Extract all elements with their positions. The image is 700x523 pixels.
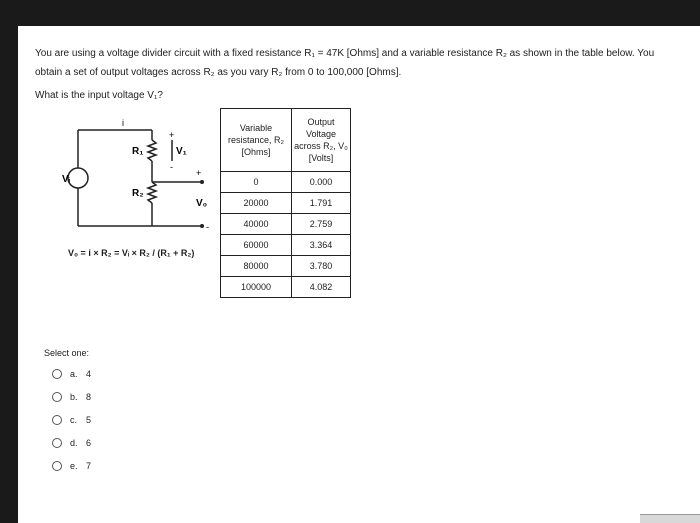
r1-label: R₁ [132, 146, 144, 157]
divider-formula: V₀ = i × R₂ = Vᵢ × R₂ / (R₁ + R₂) [68, 248, 195, 258]
r2-label: R₂ [132, 188, 144, 199]
plus-v1-label: + [169, 130, 175, 140]
voltage-divider-circuit [62, 118, 222, 248]
cell-r2: 0 [221, 172, 292, 193]
option-letter: c. [70, 414, 78, 425]
vi-label: Vᵢ [62, 174, 71, 185]
option-d[interactable] [52, 431, 91, 454]
radio-button[interactable] [52, 369, 62, 379]
cell-vo: 4.082 [292, 277, 351, 298]
radio-button[interactable] [52, 438, 62, 448]
v1-label: V₁ [176, 146, 187, 157]
option-value: 5 [86, 414, 92, 425]
table-header-row [221, 109, 351, 172]
cell-vo: 1.791 [292, 193, 351, 214]
cell-r2: 20000 [221, 193, 292, 214]
option-b[interactable] [52, 385, 91, 408]
question-sheet [18, 26, 700, 523]
question-prompt: What is the input voltage V₁? [35, 90, 163, 101]
table-row [221, 172, 351, 193]
option-letter: e. [70, 460, 78, 471]
option-value: 7 [86, 460, 92, 471]
radio-button[interactable] [52, 415, 62, 425]
header-variable-resistance: Variable resistance, R₂ [Ohms] [221, 109, 292, 172]
minus-v1-label: - [170, 162, 173, 172]
vo-label: V₀ [196, 198, 208, 209]
cell-r2: 40000 [221, 214, 292, 235]
table-row [221, 193, 351, 214]
option-value: 8 [86, 391, 92, 402]
output-terminal-top [200, 180, 204, 184]
table-row [221, 235, 351, 256]
cell-r2: 80000 [221, 256, 292, 277]
cell-vo: 0.000 [292, 172, 351, 193]
output-terminal-bottom [200, 224, 204, 228]
radio-button[interactable] [52, 461, 62, 471]
option-letter: a. [70, 368, 78, 379]
table-row [221, 277, 351, 298]
question-line-1: You are using a voltage divider circuit with a fixed resistance R₁ = 47K [Ohms] and a variable resistance R₂ as shown in the table below. You [35, 48, 655, 59]
question-line-2: obtain a set of output voltages across R₂ as you vary R₂ from 0 to 100,000 [Ohms]. [35, 67, 402, 78]
cell-vo: 3.780 [292, 256, 351, 277]
question-text [35, 44, 695, 82]
option-letter: d. [70, 437, 78, 448]
minus-bottom-label: - [206, 222, 209, 232]
option-c[interactable] [52, 408, 91, 431]
cell-r2: 60000 [221, 235, 292, 256]
option-value: 4 [86, 368, 92, 379]
cell-vo: 3.364 [292, 235, 351, 256]
option-value: 6 [86, 437, 92, 448]
select-one-label: Select one: [44, 348, 90, 358]
header-output-voltage: Output Voltage across R₂, V₀ [Volts] [292, 109, 351, 172]
footer-tab [640, 514, 700, 523]
table-row [221, 256, 351, 277]
current-label: i [122, 118, 124, 128]
cell-vo: 2.759 [292, 214, 351, 235]
answer-options [52, 362, 91, 477]
cell-r2: 100000 [221, 277, 292, 298]
plus-top-label: + [196, 168, 202, 178]
option-e[interactable] [52, 454, 91, 477]
table-row [221, 214, 351, 235]
radio-button[interactable] [52, 392, 62, 402]
option-letter: b. [70, 391, 78, 402]
resistance-voltage-table [220, 108, 351, 298]
option-a[interactable] [52, 362, 91, 385]
